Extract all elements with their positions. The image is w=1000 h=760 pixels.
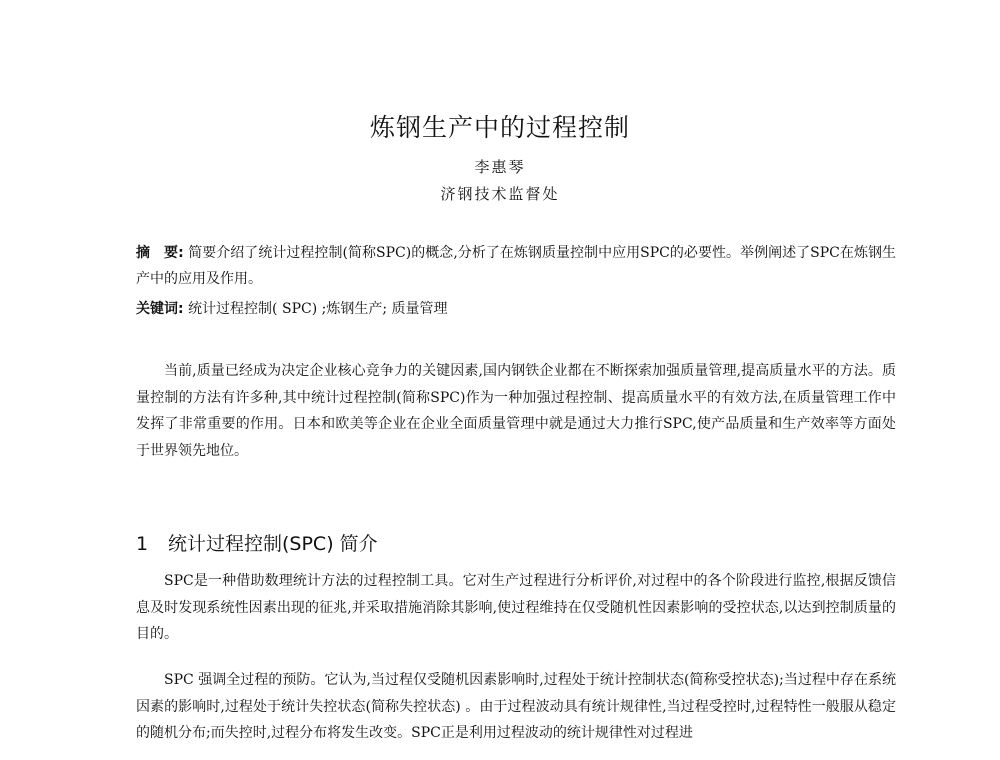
abstract-text: 简要介绍了统计过程控制(简称SPC)的概念,分析了在炼钢质量控制中应用SPC的必要性。举例阐述了SPC在炼钢生产中的应用及作用。 [136,245,897,287]
section-number: 1 [136,533,149,555]
keywords [136,299,896,319]
keywords-label: 关键词 [136,301,178,317]
section-heading [136,529,896,556]
author-name: 李惠琴 [474,158,526,176]
abstract-label: 摘 要 [136,245,179,261]
keywords-text: 统计过程控制( SPC) ;炼钢生产; 质量管理 [188,301,448,317]
section-paragraph: SPC 强调全过程的预防。它认为,当过程仅受随机因素影响时,过程处于统计控制状态(简称受控状态);当过程中存在系统因素的影响时,过程处于统计失控状态(简称失控状态) 。由于过程波动具有统计规律性,当过程受控时,过程特性一般服从稳定的随机分布;而失控时,过程分布将发生改变。SPC正是利用过程波动的统计规律性对过程进 [136,672,896,741]
author-affiliation: 济钢技术监督处 [440,185,560,203]
abstract [136,240,896,292]
section-paragraph: SPC是一种借助数理统计方法的过程控制工具。它对生产过程进行分析评价,对过程中的各个阶段进行监控,根据反馈信息及时发现系统性因素出现的征兆,并采取措施消除其影响,使过程维持在仅受随机性因素影响的受控状态,以达到控制质量的目的。 [136,573,896,642]
intro-paragraph: 当前,质量已经成为决定企业核心竞争力的关键因素,国内钢铁企业都在不断探索加强质量管理,提高质量水平的方法。质量控制的方法有许多种,其中统计过程控制(简称SPC)作为一种加强过程控制、提高质量水平的有效方法,在质量管理工作中发挥了非常重要的作用。日本和欧美等企业在企业全面质量管理中就是通过大力推行SPC,使产品质量和生产效率等方面处于世界领先地位。 [136,363,896,459]
paper-title: 炼钢生产中的过程控制 [369,113,630,142]
keywords-separator: : [178,301,184,317]
section-title: 统计过程控制(SPC) 简介 [168,533,378,555]
abstract-separator: : [178,245,184,261]
